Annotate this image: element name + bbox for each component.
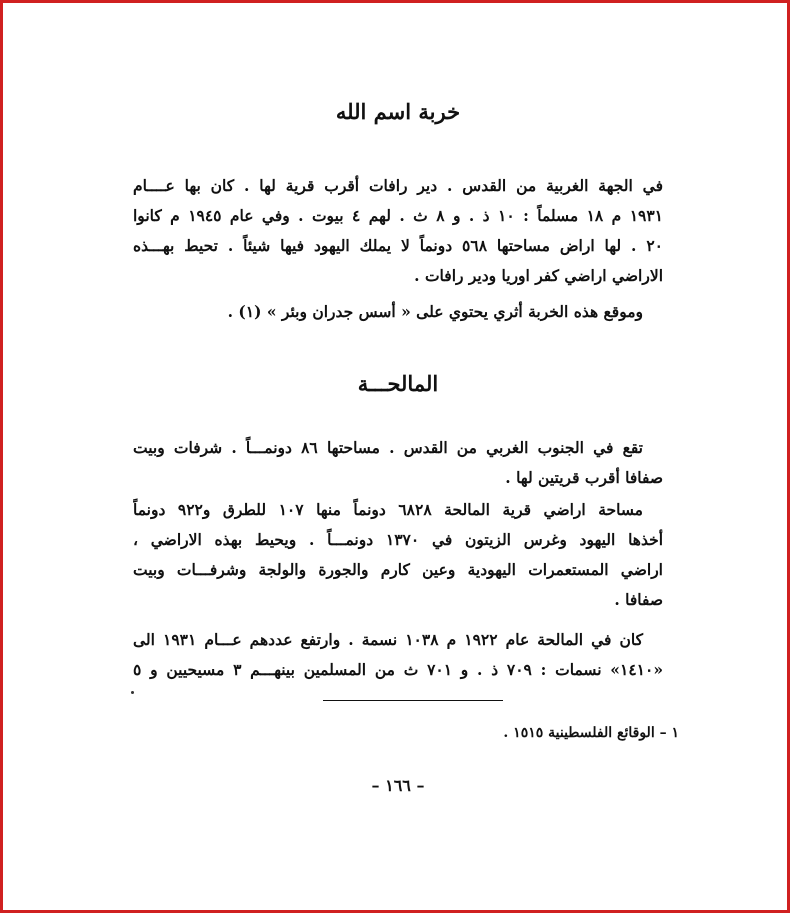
- paragraph-khirbet-site: [133, 297, 663, 327]
- footnote: ١ – الوقائع الفلسطينية ١٥١٥ .: [503, 725, 679, 741]
- text-line: كان في المالحة عام ١٩٢٢ م ١٠٣٨ نسمة . وارتفع عددهم عـــام ١٩٣١ الى: [133, 630, 644, 649]
- text-line: تقع في الجنوب الغربي من القدس . مساحتها ٨٦ دونمـــاً . شرفات وبيت: [133, 438, 643, 457]
- text-line: ١٩٣١ م ١٨ مسلماً : ١٠ ذ . و ٨ ث . لهم ٤ بيوت . وفي عام ١٩٤٥ م كانوا: [133, 206, 663, 225]
- text-line: مساحة اراضي قرية المالحة ٦٨٢٨ دونماً منها ١٠٧ للطرق و٩٢٢ دونماً: [133, 500, 643, 519]
- text-line: صفافا .: [614, 590, 663, 609]
- text-line: اراضي المستعمرات اليهودية وعين كارم والجورة والولجة وشرفـــات وبيت: [133, 560, 663, 579]
- text-line: أخذها اليهود وغرس الزيتون في ١٣٧٠ دونمـــاً . ويحيط بهذه الاراضي ،: [133, 530, 663, 549]
- text-line: صفافا أقرب قريتين لها .: [505, 468, 663, 487]
- text-line: ٢٠ . لها اراض مساحتها ٥٦٨ دونماً لا يملك اليهود فيها شيئاً . تحيط بهـــذه: [133, 236, 663, 255]
- text-line: وموقع هذه الخربة أثري يحتوي على « أسس جدران وبئر » (١) .: [227, 302, 643, 321]
- text-line: «١٤١٠» نسمات : ٧٠٩ ذ . و ٧٠١ ث من المسلمين بينهـــم ٣ مسيحيين و ٥: [133, 660, 663, 679]
- document-page: [133, 3, 663, 916]
- paragraph-khirbet-description: [133, 171, 663, 291]
- text-line: الاراضي اراضي كفر اوريا ودير رافات .: [414, 266, 663, 285]
- footnote-divider: [323, 700, 503, 701]
- paragraph-maliha-population: [133, 625, 663, 685]
- section-title-khirbet-ism-allah: خربة اسم الله: [335, 99, 461, 124]
- page-number: – ١٦٦ –: [371, 776, 425, 795]
- paragraph-maliha-location: [133, 433, 663, 493]
- section-title-al-maliha: المالحـــة: [357, 371, 439, 396]
- stray-mark: [131, 691, 134, 694]
- paragraph-maliha-lands: [133, 495, 663, 615]
- text-line: في الجهة الغربية من القدس . دير رافات أقرب قرية لها . كان بها عــــام: [133, 176, 663, 195]
